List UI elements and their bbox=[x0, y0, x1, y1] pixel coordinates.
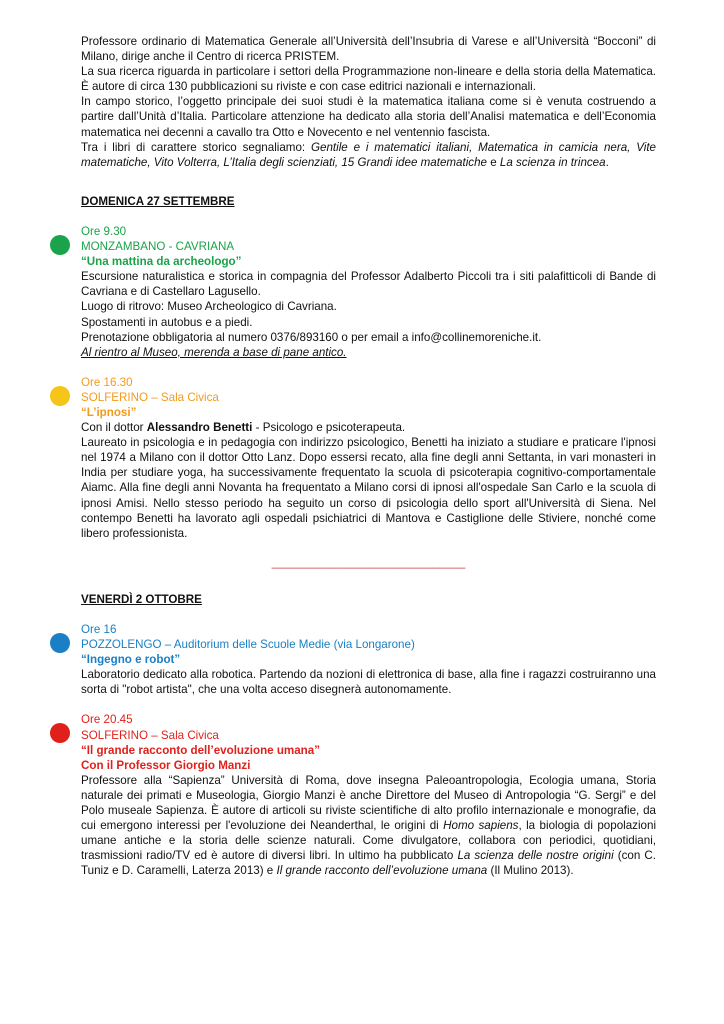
event-solferino-evoluzione bbox=[81, 712, 656, 878]
speaker-name: Alessandro Benetti bbox=[146, 421, 253, 435]
book-list: Gentile e i matematici italiani, Matematica in camicia nera, Vite matematiche, Vito Volterra, L’Italia degli scienziati, 15 Grandi idee matematiche bbox=[81, 140, 656, 169]
intro-paragraph: La sua ricerca riguarda in particolare i settori della Programmazione non-lineare e della storia della Matematica. È autore di circa 130 pubblicazioni su riviste e con case editrici nazionali e internazionali. bbox=[81, 65, 656, 94]
green-dot-icon bbox=[50, 235, 70, 255]
event-speaker: Con il dottor Alessandro Benetti - Psicologo e psicoterapeuta. bbox=[81, 421, 406, 435]
event-transport: Spostamenti in autobus e a piedi. bbox=[81, 315, 253, 329]
event-pozzolengo bbox=[81, 622, 656, 697]
event-title: “Il grande racconto dell’evoluzione umana” bbox=[81, 743, 321, 757]
intro-books-paragraph: Tra i libri di carattere storico segnaliamo: Gentile e i matematici italiani, Matematica in camicia nera, Vite matematiche, Vito Volterra, L’Italia degli scienziati, 15 Grandi idee matematiche e La scienza in trincea. bbox=[81, 140, 656, 169]
event-booking: Prenotazione obbligatoria al numero 0376/893160 o per email a info@collinemoreniche.it. bbox=[81, 330, 542, 344]
event-time: Ore 16 bbox=[81, 623, 117, 636]
event-time: Ore 9.30 bbox=[81, 224, 127, 238]
section-heading-venerdi: VENERDÌ 2 OTTOBRE bbox=[81, 592, 202, 606]
book-title: Il grande racconto dell’evoluzione umana bbox=[276, 864, 488, 878]
section-separator: ______________________________ bbox=[271, 555, 466, 569]
event-place: MONZAMBANO - CAVRIANA bbox=[81, 240, 235, 254]
event-title: “Una mattina da archeologo” bbox=[81, 255, 242, 269]
event-meeting-point: Luogo di ritrovo: Museo Archeologico di Cavriana. bbox=[81, 300, 337, 314]
intro-paragraph: In campo storico, l’oggetto principale dei suoi studi è la matematica italiana come si è venuta costruendo a partire dall’Unità d’Italia. Particolare attenzione ha dedicato alla storia dell’Analisi matematica e dell’Economia matematica nei decenni a cavallo tra Otto e Novecento e nel ventennio fascista. bbox=[81, 95, 656, 139]
event-place: POZZOLENGO – Auditorium delle Scuole Medie (via Longarone) bbox=[81, 638, 415, 652]
book-title: La scienza in trincea bbox=[499, 155, 606, 169]
yellow-dot-icon bbox=[50, 386, 70, 406]
event-speaker: Con il Professor Giorgio Manzi bbox=[81, 758, 251, 772]
event-place: SOLFERINO – Sala Civica bbox=[81, 728, 219, 742]
book-title: La scienza delle nostre origini bbox=[457, 849, 614, 863]
intro-paragraph: Professore ordinario di Matematica Generale all’Università dell’Insubria di Varese e all’Università “Bocconi” di Milano, dirige anche il Centro di ricerca PRISTEM. bbox=[81, 35, 656, 64]
event-description: Laboratorio dedicato alla robotica. Partendo da nozioni di elettronica di base, alla fine i ragazzi costruiranno una sorta di "robot artista", che una volta acceso disegnerà autonomamente. bbox=[81, 668, 656, 697]
intro-block bbox=[81, 34, 656, 170]
event-time: Ore 20.45 bbox=[81, 713, 133, 727]
section-heading-domenica: DOMENICA 27 SETTEMBRE bbox=[81, 194, 235, 208]
event-monzambano bbox=[81, 224, 656, 360]
document-page bbox=[81, 34, 656, 879]
red-dot-icon bbox=[50, 723, 70, 743]
event-note: Al rientro al Museo, merenda a base di pane antico. bbox=[81, 345, 347, 359]
blue-dot-icon bbox=[50, 633, 70, 653]
event-time: Ore 16.30 bbox=[81, 375, 133, 389]
event-place: SOLFERINO – Sala Civica bbox=[81, 390, 219, 404]
event-description: Escursione naturalistica e storica in compagnia del Professor Adalberto Piccoli tra i siti palafitticoli di Bande di Cavriana e di Castellaro Lagusello. bbox=[81, 270, 656, 299]
event-title: “L’ipnosi” bbox=[81, 405, 137, 419]
event-bio: Professore alla “Sapienza” Università di Roma, dove insegna Paleoantropologia, Ecologia umana, Storia naturale dei primati e Museologia, Giorgio Manzi è anche Direttore del Museo di Antropologia “G. Sergi” e del Polo museale Sapienza. È autore di articoli su riviste scientifiche di alto profilo internazionale e monografie, da cui emergono interessi per l'evoluzione dei Neanderthal, le origini di Homo sapiens, la biologia di popolazioni umane antiche e la storia delle scienze naturali. Come divulgatore, collabora con periodici, quotidiani, trasmissioni radio/TV ed è autore di diversi libri. In ultimo ha pubblicato La scienza delle nostre origini (con C. Tuniz e D. Caramelli, Laterza 2013) e Il grande racconto dell’evoluzione umana (Il Mulino 2013). bbox=[81, 773, 657, 878]
event-title: “Ingegno e robot” bbox=[81, 653, 181, 667]
event-solferino-ipnosi bbox=[81, 375, 656, 541]
event-bio: Laureato in psicologia e in pedagogia con indirizzo psicologico, Benetti ha iniziato a studiare e praticare l'ipnosi nel 1974 a Milano con il dottor Otto Lanz. Dopo essersi recato, alla fine degli anni Settanta, in vari monasteri in India per studiare yoga, ha successivamente frequentato la scuola di psicoterapia cognitivo-comportamentale Aiamc. Alla fine degli anni Novanta ha frequentato a Milano corsi di ipnosi all'ospedale San Carlo e la scuola di ipnosi Amisi. Nello stesso periodo ha seguito un corso di psicologia dello sport all'Università di Siena. Nel contempo Benetti ha lavorato agli ospedali psichiatrici di Mantova e Castiglione delle Stiviere, nonché come libero professionista. bbox=[81, 436, 656, 540]
